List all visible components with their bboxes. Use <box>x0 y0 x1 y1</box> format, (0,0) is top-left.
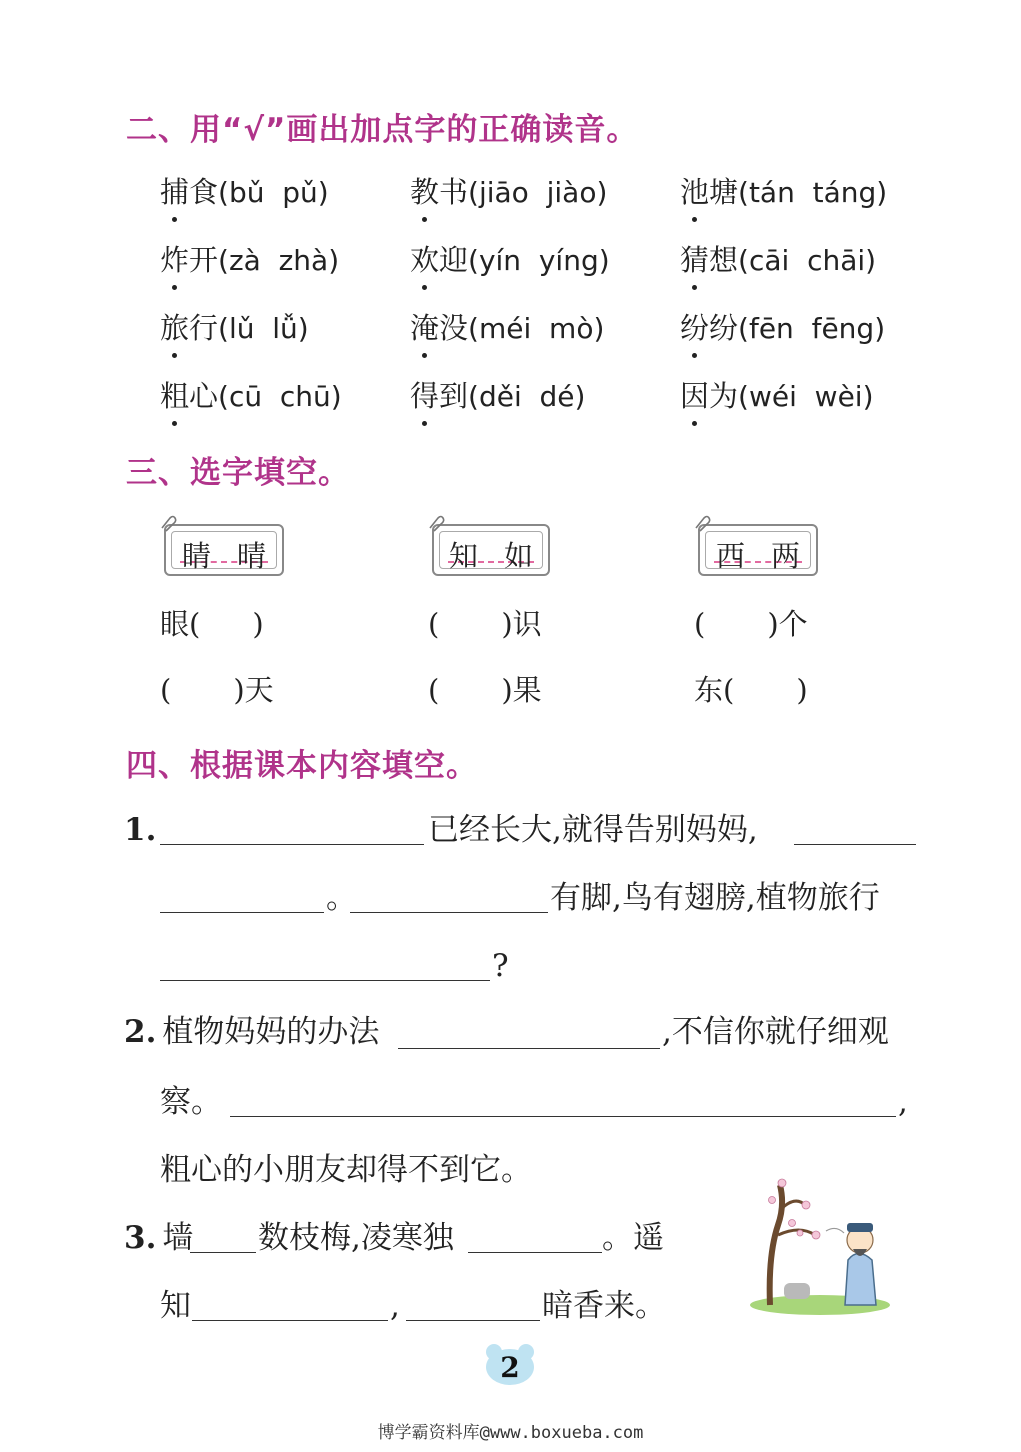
question-2-text: ,不信你就仔细观 <box>662 1014 889 1050</box>
question-1-text: 有脚,鸟有翅膀,植物旅行 <box>550 880 880 916</box>
word-box-3 <box>698 524 818 576</box>
fill-blank: 眼( ) <box>160 607 264 641</box>
answer-line <box>192 1320 388 1321</box>
word-box-char: 两 <box>771 539 801 573</box>
word-box-1 <box>164 524 284 576</box>
paperclip-icon <box>158 514 178 534</box>
question-3-text: 数枝梅,凌寒独 <box>258 1220 454 1256</box>
question-3-text: 知 <box>160 1288 191 1324</box>
question-2-text: 粗心的小朋友却得不到它。 <box>160 1152 532 1188</box>
word-box-char: 睛 <box>181 539 211 573</box>
section-4-heading: 四、根据课本内容填空。 <box>126 748 478 784</box>
question-1-text: ? <box>492 948 509 984</box>
question-2-number: 2. 植物妈妈的办法 <box>124 1014 380 1050</box>
footer-watermark: 博学霸资料库@www.boxueba.com <box>377 1423 644 1443</box>
pinyin-item: 教书(jiāo jiào) <box>410 172 607 213</box>
pinyin-item: 纷纷(fēn fēng) <box>680 308 885 349</box>
question-3-text: 。遥 <box>602 1220 664 1256</box>
question-2-text: , <box>898 1084 908 1120</box>
pinyin-item: 得到(děi dé) <box>410 376 585 417</box>
paperclip-icon <box>692 514 712 534</box>
word-box-2 <box>432 524 550 576</box>
section-3-heading: 三、选字填空。 <box>126 455 350 491</box>
fill-blank: ( )识 <box>428 607 542 641</box>
pinyin-item: 池塘(tán táng) <box>680 172 887 213</box>
answer-line <box>406 1320 540 1321</box>
answer-line <box>160 844 424 845</box>
pinyin-item: 旅行(lǔ lǚ) <box>160 308 309 349</box>
answer-line <box>794 844 916 845</box>
pinyin-item: 欢迎(yín yíng) <box>410 240 610 281</box>
fill-blank: ( )个 <box>694 607 808 641</box>
answer-line <box>398 1048 660 1049</box>
fill-blank: ( )果 <box>428 673 542 707</box>
word-box-char: 如 <box>504 539 534 573</box>
word-box-char: 知 <box>448 539 478 573</box>
pinyin-item: 炸开(zà zhà) <box>160 240 339 281</box>
answer-line <box>160 912 324 913</box>
answer-line <box>350 912 548 913</box>
question-3-text: 暗香来。 <box>542 1288 666 1324</box>
fill-blank: ( )天 <box>160 673 274 707</box>
question-3-text: , <box>390 1288 400 1324</box>
section-2-heading: 二、用“√”画出加点字的正确读音。 <box>126 112 639 148</box>
pinyin-item: 粗心(cū chū) <box>160 376 342 417</box>
word-box-char: 西 <box>715 539 745 573</box>
word-box-char: 晴 <box>237 539 267 573</box>
fill-blank: 东( ) <box>694 673 808 707</box>
page-number-badge <box>482 1342 538 1386</box>
answer-line <box>190 1252 256 1253</box>
answer-line <box>160 980 490 981</box>
question-3-number: 3. 墙 <box>124 1220 194 1256</box>
pinyin-item: 因为(wéi wèi) <box>680 376 874 417</box>
page-number: 2 <box>500 1351 520 1384</box>
question-2-text: 察。 <box>160 1084 222 1120</box>
pinyin-item: 捕食(bǔ pǔ) <box>160 172 329 213</box>
scholar-plum-illustration <box>740 1165 890 1315</box>
pinyin-item: 猜想(cāi chāi) <box>680 240 876 281</box>
question-1-text: 已经长大,就得告别妈妈, <box>428 812 758 848</box>
answer-line <box>468 1252 602 1253</box>
answer-line <box>230 1116 896 1117</box>
pinyin-item: 淹没(méi mò) <box>410 308 604 349</box>
question-1-text: 。 <box>326 880 357 916</box>
paperclip-icon <box>426 514 446 534</box>
question-1-number: 1. <box>124 812 157 848</box>
